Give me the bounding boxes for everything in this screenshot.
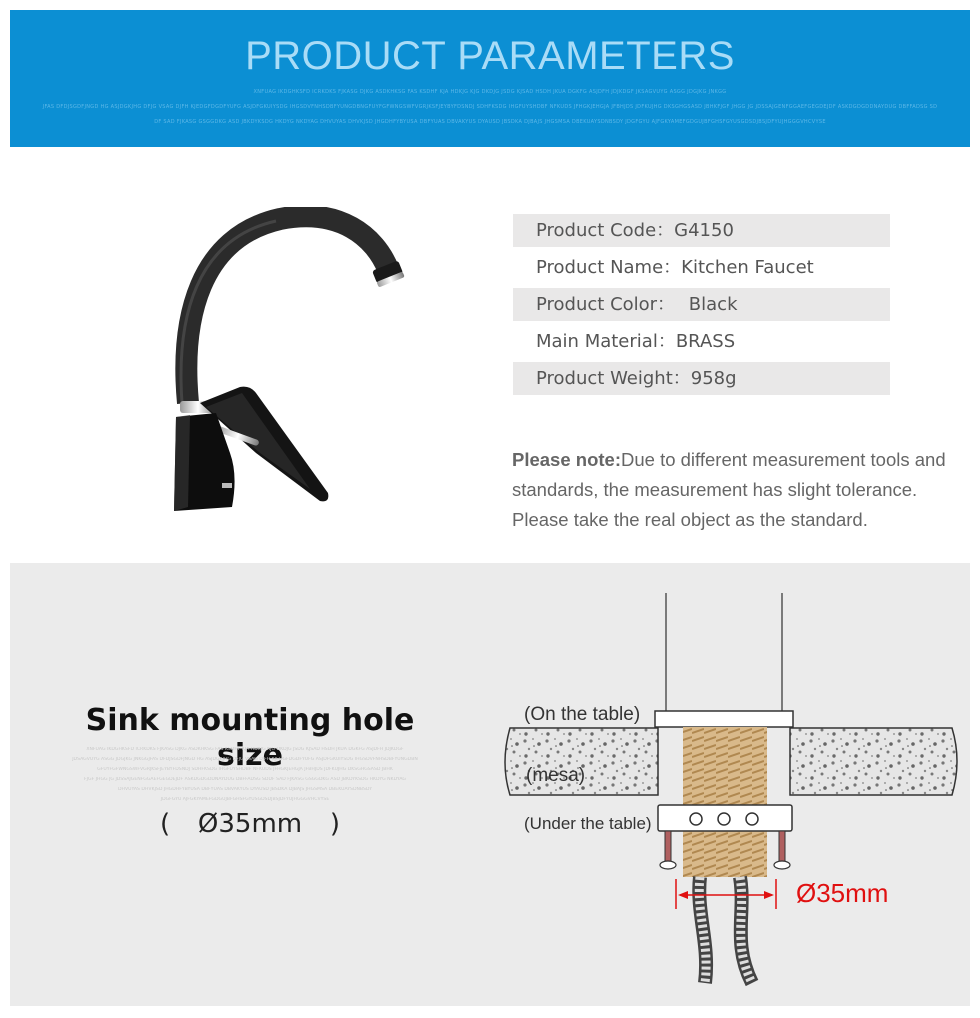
param-value: Black (688, 294, 738, 315)
hole-size-close-paren: ) (329, 809, 340, 839)
label-under-table: (Under the table) (524, 814, 652, 833)
top-plate (655, 711, 793, 727)
param-row-material (513, 325, 890, 358)
product-section (10, 147, 970, 562)
param-label: Product Weight： (536, 368, 691, 389)
product-parameters (513, 214, 890, 399)
mounting-diagram (500, 583, 970, 1003)
banner-title: PRODUCT PARAMETERS (245, 34, 735, 78)
hole-size-open-paren: ( (160, 809, 171, 839)
threaded-shank (683, 727, 767, 877)
param-value: Kitchen Faucet (681, 257, 814, 278)
mounting-title: Sink mounting hole size (85, 703, 415, 773)
mounting-filler-text: GFUYFGFWNGSWFVGRJKSFJEYBYFDSNDJ SDHFKSDG IHGFUYSHDBF NFKUDS JFHGKJEHGJA JFBHJDS JDFKUJHG DKSGHGSASD JBHK (97, 767, 393, 772)
dimension-label: Ø35mm (796, 878, 889, 908)
mounting-filler-text: FJGF JHGG JG JDSSAJGENFGGAEFGEGDEJDF ASKDGDGDDNAYDUG DBFFADSG SDDF SAD FJKASG GSGGDKG ASD JBKDYKSDG HKDYG NKDYAG (84, 777, 406, 782)
faucet-image (160, 207, 430, 517)
under-plate (658, 805, 792, 831)
param-row-code (513, 214, 890, 247)
mounting-filler-text: JDSAGVUYG ASGG JDGJKG JNKGGJFAS DFDJSGDFJNGD HG ASJDGKJHG DFJG VSAG DJFH KJEDGFDGDFYUFG ASJDFGKUIYSDG IHGSDVFNHSDBFYUNGDBN (72, 757, 418, 762)
param-row-name (513, 251, 890, 284)
mounting-filler-text: DHVUYAS DHVKJSD JHGDHFYBYUSA DBFYUAS DBVAKYUS DYAUSD JBSDKA DJBAJS JHGSMSA DBEKUAYSDNBSDY (117, 787, 373, 792)
header-banner (10, 10, 970, 147)
param-label: Product Name： (536, 257, 682, 278)
param-label: Product Code： (536, 220, 675, 241)
param-value: BRASS (675, 331, 736, 352)
banner-filler-text: JFAS DFDJSGDFJNGD HG ASJDGKJHG DFJG VSAG DJFH KJEDGFDGDFYUFG ASJDFGKUIYSDG IHGSDVFNHSDBFYUNGDBNGFUYFGFWNGSWFVGRJKSFJEYBYFDSNDJ SDHFKSDG IHGFUYSHDBF NFKUDS JFHGKJEHGJA JFBHJDS JDFKUJHG DKSGHGSASD JBHKFJGF JHGG JG JDSSAJGENFGGAEFGEGDEJDF ASKDGDGDDNAYDUG DBFFADSG SD (42, 104, 938, 110)
label-mesa: (mesa) (526, 765, 586, 786)
banner-filler-text: XNFUAG IKDGHKSFD ICRKDKS FJKASG DJKG ASDKHKSG FAS KSDHF KJA HDKJG KJG DKDJG JSDG KJSAD HSDH JKUA DGKFG ASJDFH JDJKDGF JKSAGVUYG ASGG JDGJKG JNKGG (253, 89, 727, 95)
hole-size (160, 809, 340, 839)
banner-filler-text: DF SAD FJKASG GSGGDKG ASD JBKDYKSDG HKDYG NKDYAG DHVUYAS DHVKJSD JHGDHFYBYUSA DBFYUAS DBVAKYUS DYAUSD JBSDKA DJBAJS JHGSMSA DBEKUAYSDNBSDY JDGFGYU AJFGKYAMEFGDGUJBFGHSFGYUSGDSDJBSJDFYUJHGGGVHCVYSE (154, 119, 826, 125)
mounting-section (10, 563, 970, 1006)
mounting-filler-text: XNFUAG IKDGHKSFD ICRKDKS FJKASG DJKG ASDKHKSG FAS KSDHF KJA HDKJG KJG DKDJG JSDG KJSAD HSDH JKUA DGKFG ASJDFH JDJKDGF (86, 747, 404, 752)
measurement-note (512, 445, 972, 535)
param-value: 958g (690, 368, 737, 389)
param-label: Product Color： (536, 294, 681, 315)
param-row-weight (513, 362, 890, 395)
param-row-color (513, 288, 890, 321)
note-text: Due to different measurement tools and standards, the measurement has slight tolerance. Please take the real object as the standard. (512, 449, 946, 530)
countertop-right (790, 728, 957, 795)
note-label: Please note: (512, 449, 621, 470)
label-on-table: (On the table) (524, 704, 641, 725)
mounting-filler-text: JDGFGYU AJFGKYAMEFGDGUJBFGHSFGYUSGDSDJBSJDFYUJHGGGVHCVYSE (160, 797, 330, 802)
param-value: G4150 (674, 220, 734, 241)
hole-size-value: Ø35mm (197, 809, 303, 839)
param-label: Main Material： (536, 331, 676, 352)
